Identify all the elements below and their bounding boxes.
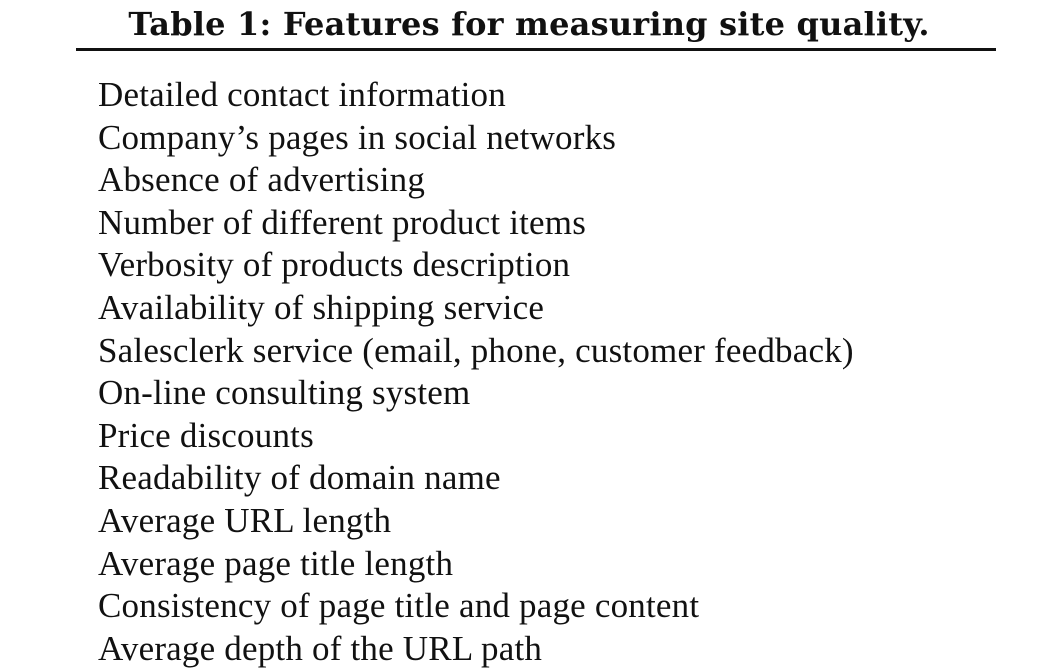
table-row: Verbosity of products description — [98, 245, 571, 285]
table-row: Readability of domain name — [98, 458, 501, 498]
table-row: Average URL length — [98, 500, 392, 540]
table-caption: Table 1: Features for measuring site quality. — [128, 5, 930, 43]
table-row: Detailed contact information — [98, 75, 506, 114]
table-row: Consistency of page title and page content — [98, 586, 700, 626]
top-rule — [76, 48, 996, 51]
table-row: Salesclerk service (email, phone, customer feedback) — [98, 330, 854, 370]
table-row: Company’s pages in social networks — [98, 117, 617, 157]
table-row: Average page title length — [98, 543, 454, 583]
table-row: Availability of shipping service — [98, 287, 545, 327]
table-row: Number of different product items — [98, 202, 587, 242]
table-row: Average depth of the URL path — [98, 628, 543, 668]
table-row: On-line consulting system — [98, 373, 471, 413]
table-row: Price discounts — [98, 415, 314, 455]
table-row: Absence of advertising — [98, 160, 426, 200]
feature-list — [98, 74, 854, 670]
